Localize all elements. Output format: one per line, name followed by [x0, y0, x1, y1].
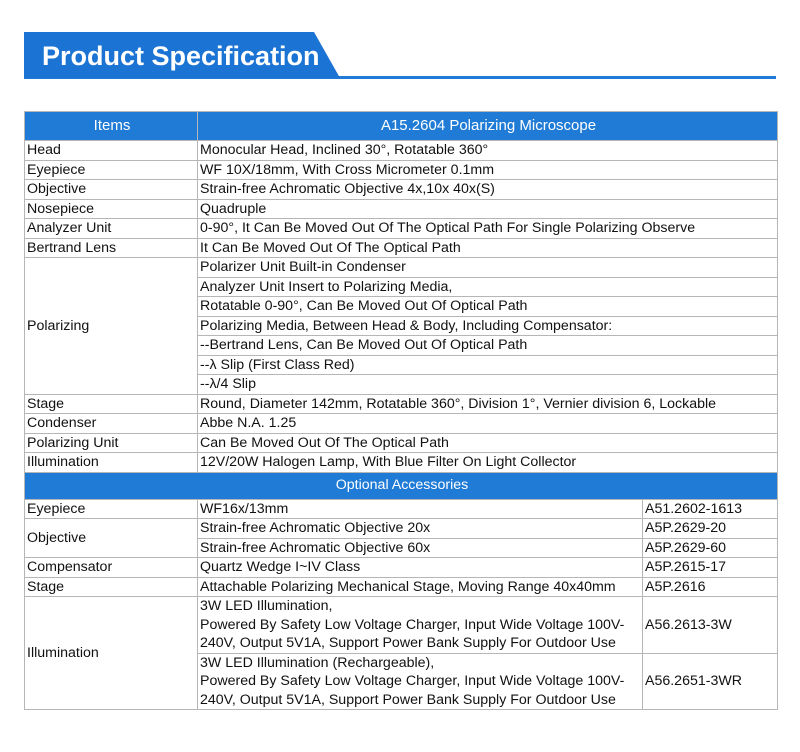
row-value: Can Be Moved Out Of The Optical Path [198, 433, 778, 453]
row-value: Abbe N.A. 1.25 [198, 414, 778, 434]
row-label: Stage [25, 394, 198, 414]
row-code: A5P.2615-17 [643, 558, 778, 578]
polarizing-line: Polarizing Media, Between Head & Body, Including Compensator: [198, 316, 778, 336]
row-label: Polarizing [25, 258, 198, 395]
row-value: WF16x/13mm [198, 499, 643, 519]
polarizing-line: Polarizer Unit Built-in Condenser [198, 258, 778, 278]
row-value: Quartz Wedge I~IV Class [198, 558, 643, 578]
row-value: Strain-free Achromatic Objective 20x [198, 519, 643, 539]
polarizing-line: --λ/4 Slip [198, 375, 778, 395]
row-code: A56.2613-3W [643, 597, 778, 654]
table-row [25, 597, 778, 654]
polarizing-line: --λ Slip (First Class Red) [198, 355, 778, 375]
row-value: Quadruple [198, 199, 778, 219]
table-row [25, 499, 778, 519]
row-code: A51.2602-1613 [643, 499, 778, 519]
row-value: Attachable Polarizing Mechanical Stage, Moving Range 40x40mm [198, 577, 643, 597]
polarizing-line: --Bertrand Lens, Can Be Moved Out Of Optical Path [198, 336, 778, 356]
row-value: 3W LED Illumination (Rechargeable), Powered By Safety Low Voltage Charger, Input Wide Voltage 100V-240V, Output 5V1A, Support Power Bank Supply For Outdoor Use [198, 653, 643, 710]
row-label: Eyepiece [25, 160, 198, 180]
row-value: Strain-free Achromatic Objective 4x,10x 40x(S) [198, 180, 778, 200]
table-row [25, 141, 778, 161]
table-row [25, 160, 778, 180]
table-row [25, 199, 778, 219]
table-row [25, 394, 778, 414]
row-label: Bertrand Lens [25, 238, 198, 258]
spec-table [24, 111, 778, 710]
polarizing-line: Rotatable 0-90°, Can Be Moved Out Of Optical Path [198, 297, 778, 317]
section-header-optional [25, 472, 778, 499]
row-label: Compensator [25, 558, 198, 578]
header-model: A15.2604 Polarizing Microscope [198, 112, 778, 141]
row-value: Strain-free Achromatic Objective 60x [198, 538, 643, 558]
row-label: Polarizing Unit [25, 433, 198, 453]
row-label: Objective [25, 519, 198, 558]
table-row [25, 414, 778, 434]
row-label: Objective [25, 180, 198, 200]
row-value: Round, Diameter 142mm, Rotatable 360°, Division 1°, Vernier division 6, Lockable [198, 394, 778, 414]
row-label: Analyzer Unit [25, 219, 198, 239]
row-value: Monocular Head, Inclined 30°, Rotatable 360° [198, 141, 778, 161]
row-label: Stage [25, 577, 198, 597]
row-label: Condenser [25, 414, 198, 434]
table-row [25, 433, 778, 453]
table-row [25, 180, 778, 200]
row-value: It Can Be Moved Out Of The Optical Path [198, 238, 778, 258]
table-row [25, 219, 778, 239]
row-label: Head [25, 141, 198, 161]
table-row [25, 238, 778, 258]
table-row [25, 453, 778, 473]
row-label: Eyepiece [25, 499, 198, 519]
table-row [25, 519, 778, 539]
table-row [25, 577, 778, 597]
row-code: A5P.2629-60 [643, 538, 778, 558]
table-row [25, 558, 778, 578]
row-value: 0-90°, It Can Be Moved Out Of The Optical Path For Single Polarizing Observe [198, 219, 778, 239]
optional-accessories-title: Optional Accessories [25, 472, 778, 499]
table-header [25, 112, 778, 141]
polarizing-line: Analyzer Unit Insert to Polarizing Media, [198, 277, 778, 297]
row-value: WF 10X/18mm, With Cross Micrometer 0.1mm [198, 160, 778, 180]
header-items: Items [25, 112, 198, 141]
row-label: Illumination [25, 453, 198, 473]
row-value: 12V/20W Halogen Lamp, With Blue Filter On Light Collector [198, 453, 778, 473]
table-row [25, 258, 778, 278]
row-code: A5P.2629-20 [643, 519, 778, 539]
row-label: Illumination [25, 597, 198, 710]
page-title: Product Specification [42, 41, 320, 71]
row-code: A56.2651-3WR [643, 653, 778, 710]
row-code: A5P.2616 [643, 577, 778, 597]
row-label: Nosepiece [25, 199, 198, 219]
row-value: 3W LED Illumination, Powered By Safety Low Voltage Charger, Input Wide Voltage 100V-240V, Output 5V1A, Support Power Bank Supply For Outdoor Use [198, 597, 643, 654]
